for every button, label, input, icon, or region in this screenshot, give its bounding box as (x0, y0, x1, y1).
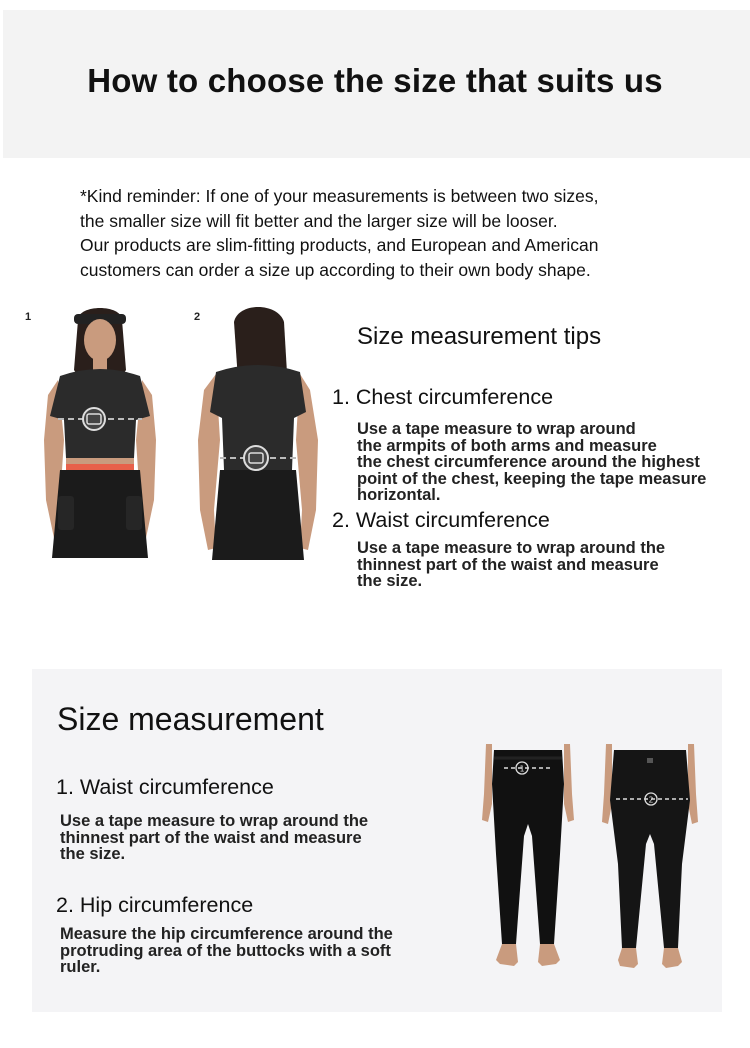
measurement-tips-heading: Size measurement tips (357, 323, 602, 350)
figure-number-back: 2 (194, 311, 201, 323)
instruction-line: protruding area of the buttocks with a soft (60, 941, 391, 960)
instruction-line: Measure the hip circumference around the (60, 925, 393, 943)
instruction-line: Use a tape measure to wrap around (357, 420, 636, 438)
model-front-illustration (30, 300, 170, 562)
instruction-line: thinnest part of the waist and measure (60, 828, 362, 847)
instruction-line: Use a tape measure to wrap around the (60, 812, 369, 830)
hip-measurement-title: 2. Hip circumference (56, 893, 254, 917)
hip-marker-label: 2 (648, 795, 654, 805)
instruction-line: Use a tape measure to wrap around the (357, 539, 666, 557)
hip-measurement-instructions (60, 926, 393, 976)
reminder-line: customers can order a size up according to their own body shape. (80, 259, 591, 280)
instruction-line: ruler. (60, 958, 101, 976)
instruction-line: the chest circumference around the highest (357, 453, 700, 471)
reminder-line: the smaller size will fit better and the larger size will be looser. (80, 210, 558, 231)
waist-measurement-instructions (60, 813, 368, 863)
instruction-line: horizontal. (357, 486, 441, 504)
page-title: How to choose the size that suits us (87, 62, 663, 99)
instruction-line: the size. (357, 572, 423, 590)
model-back-illustration (198, 300, 318, 562)
instruction-line: the size. (60, 845, 126, 863)
leggings-back-illustration (600, 744, 700, 976)
leggings-front-illustration (478, 744, 578, 976)
waist-marker-label: 1 (519, 764, 525, 774)
instruction-line: thinnest part of the waist and measure (357, 555, 659, 574)
reminder-line: Our products are slim-fitting products, and European and American (80, 235, 599, 255)
chest-circumference-title: 1. Chest circumference (332, 385, 554, 409)
waist-circumference-tip-title: 2. Waist circumference (332, 508, 550, 532)
size-measurement-heading: Size measurement (57, 701, 324, 737)
reminder-line: *Kind reminder: If one of your measurements is between two sizes, (80, 186, 599, 206)
size-reminder (80, 184, 720, 282)
figure-number-front: 1 (25, 311, 32, 323)
waist-circumference-tip-instructions (357, 540, 665, 590)
waist-measurement-title: 1. Waist circumference (56, 775, 274, 799)
instruction-line: the armpits of both arms and measure (357, 436, 657, 455)
instruction-line: point of the chest, keeping the tape measure (357, 469, 707, 488)
chest-circumference-instructions (357, 421, 706, 504)
